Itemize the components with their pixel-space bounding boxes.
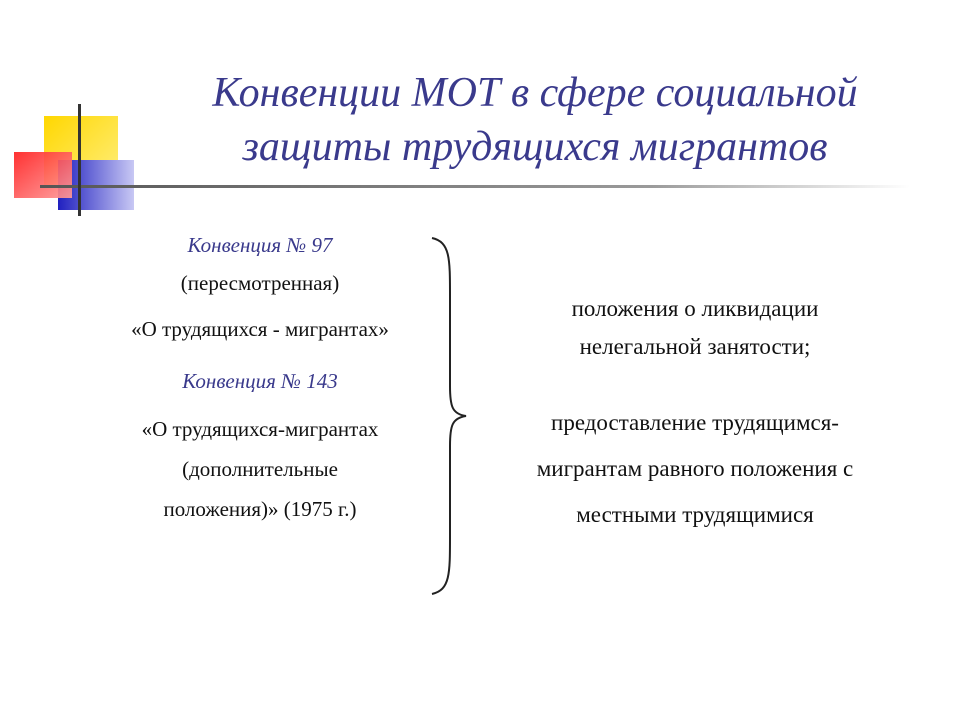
provision-2 [470, 400, 920, 538]
provision-1 [470, 290, 920, 366]
provision-1-line-1: положения о ликвидации [571, 296, 819, 321]
convention-143-title-line-3: положения)» (1975 г.) [163, 497, 357, 521]
convention-143-heading: Конвенция № 143 [182, 369, 338, 393]
convention-143-title-line-1: «О трудящихся-мигрантах [141, 417, 379, 441]
horizontal-rule [40, 185, 910, 188]
provision-2-line-2: мигрантам равного положения с [536, 456, 854, 481]
convention-143-title-line-2: (дополнительные [182, 457, 338, 481]
slide-title [140, 66, 930, 174]
red-square [14, 152, 72, 198]
convention-97-heading: Конвенция № 97 [187, 233, 333, 257]
convention-97-note: (пересмотренная) [180, 271, 340, 295]
vertical-rule [78, 104, 81, 216]
convention-97-title: «О трудящихся - мигрантах» [131, 317, 389, 341]
provision-2-line-3: местными трудящимися [576, 502, 814, 527]
title-line-1: Конвенции МОТ в сфере социальной [212, 70, 858, 116]
curly-brace [428, 236, 468, 596]
conventions-list [60, 232, 460, 522]
title-line-2: защиты трудящихся мигрантов [242, 124, 828, 170]
provision-2-line-1: предоставление трудящимся- [551, 410, 839, 435]
provision-1-line-2: нелегальной занятости; [579, 334, 811, 359]
provisions-list [470, 290, 920, 538]
